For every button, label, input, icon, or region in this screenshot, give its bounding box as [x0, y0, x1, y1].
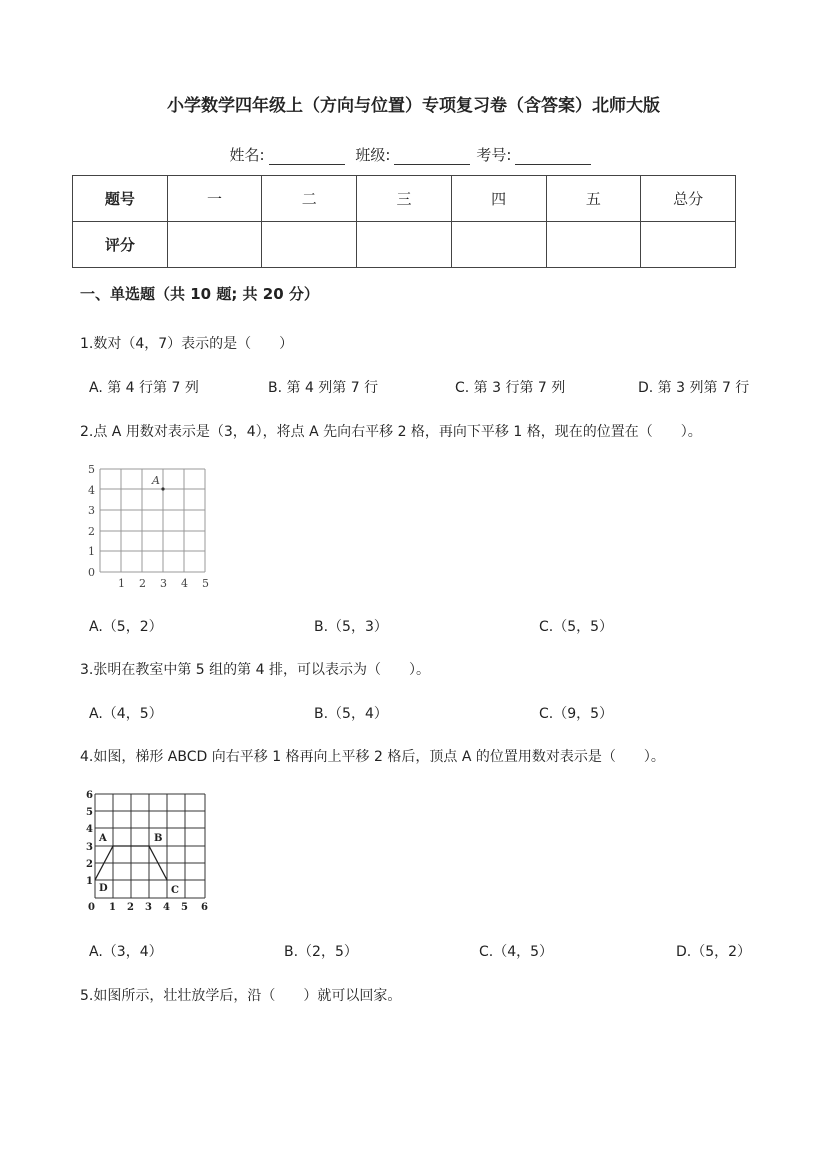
y-tick-label: 4 — [88, 484, 95, 497]
class-field[interactable] — [394, 150, 470, 165]
exam-number-field[interactable] — [515, 150, 591, 165]
y-tick-label: 4 — [86, 824, 93, 835]
section-heading: 一、单选题（共 10 题; 共 20 分） — [80, 285, 319, 303]
question-4-stem: 4.如图，梯形 ABCD 向右平移 1 格再向上平移 2 格后，顶点 A 的位置用数对表示是（ ）。 — [80, 749, 665, 765]
class-label: 班级: — [355, 146, 391, 164]
table-header-cell: 总分 — [641, 176, 736, 222]
question-4-option-a[interactable]: A.（3，4） — [89, 944, 163, 960]
vertex-c-label: C — [171, 885, 179, 896]
vertex-b-label: B — [154, 833, 163, 844]
x-tick-label: 2 — [127, 902, 134, 913]
table-header-cell: 二 — [262, 176, 357, 222]
y-tick-label: 3 — [86, 842, 93, 853]
table-header-cell: 一 — [167, 176, 262, 222]
y-tick-label: 2 — [86, 859, 93, 870]
x-tick-label: 0 — [88, 902, 95, 913]
score-cell[interactable] — [262, 222, 357, 268]
y-tick-label: 2 — [88, 525, 95, 538]
question-1-option-c[interactable]: C. 第 3 行第 7 列 — [455, 380, 566, 396]
question-1-option-a[interactable]: A. 第 4 行第 7 列 — [89, 380, 199, 396]
question-2-option-c[interactable]: C.（5，5） — [539, 619, 614, 635]
question-2-option-a[interactable]: A.（5，2） — [89, 619, 163, 635]
y-tick-label: 0 — [88, 566, 95, 579]
point-a-label: A — [152, 474, 160, 487]
table-row — [73, 176, 736, 222]
question-4-trapezoid-figure — [84, 786, 214, 914]
x-tick-label: 3 — [160, 577, 167, 590]
question-3-option-b[interactable]: B.（5，4） — [314, 706, 388, 722]
table-header-cell: 四 — [451, 176, 546, 222]
score-cell[interactable] — [451, 222, 546, 268]
table-row — [73, 222, 736, 268]
exam-number-label: 考号: — [476, 146, 512, 164]
y-tick-label: 6 — [86, 790, 93, 801]
y-tick-label: 5 — [88, 463, 95, 476]
grid-lines — [95, 794, 205, 898]
question-3-stem: 3.张明在教室中第 5 组的第 4 排，可以表示为（ ）。 — [80, 662, 430, 678]
x-tick-label: 4 — [163, 902, 170, 913]
score-cell[interactable] — [357, 222, 452, 268]
question-4-option-d[interactable]: D.（5，2） — [676, 944, 752, 960]
question-1-option-b[interactable]: B. 第 4 列第 7 行 — [268, 380, 379, 396]
name-label: 姓名: — [229, 146, 265, 164]
question-3-option-a[interactable]: A.（4，5） — [89, 706, 163, 722]
x-tick-label: 2 — [139, 577, 146, 590]
x-tick-label: 3 — [145, 902, 152, 913]
x-tick-label: 4 — [181, 577, 188, 590]
question-5-stem: 5.如图所示，壮壮放学后，沿（ ）就可以回家。 — [80, 988, 402, 1004]
y-tick-label: 3 — [88, 504, 95, 517]
question-3-option-c[interactable]: C.（9，5） — [539, 706, 614, 722]
question-2-option-b[interactable]: B.（5，3） — [314, 619, 388, 635]
student-info — [0, 144, 827, 165]
score-cell[interactable] — [167, 222, 262, 268]
x-tick-label: 5 — [181, 902, 188, 913]
x-tick-label: 5 — [202, 577, 209, 590]
table-header-cell: 三 — [357, 176, 452, 222]
name-field[interactable] — [269, 150, 345, 165]
x-tick-label: 6 — [201, 902, 208, 913]
page-title: 小学数学四年级上（方向与位置）专项复习卷（含答案）北师大版 — [167, 96, 660, 116]
score-row-label: 评分 — [73, 222, 168, 268]
question-4-option-c[interactable]: C.（4，5） — [479, 944, 554, 960]
table-header-cell: 五 — [546, 176, 641, 222]
vertex-a-label: A — [99, 833, 107, 844]
y-tick-label: 1 — [86, 876, 93, 887]
x-tick-label: 1 — [118, 577, 125, 590]
question-1-stem: 1.数对（4，7）表示的是（ ） — [80, 336, 294, 352]
score-table — [72, 175, 736, 268]
question-2-stem: 2.点 A 用数对表示是（3，4），将点 A 先向右平移 2 格，再向下平移 1 格，现在的位置在（ ）。 — [80, 424, 702, 440]
question-4-option-b[interactable]: B.（2，5） — [284, 944, 358, 960]
table-header-cell: 题号 — [73, 176, 168, 222]
y-tick-label: 5 — [86, 807, 93, 818]
score-cell[interactable] — [546, 222, 641, 268]
question-2-grid-figure — [80, 460, 215, 592]
vertex-d-label: D — [99, 883, 108, 894]
question-1-option-d[interactable]: D. 第 3 列第 7 行 — [638, 380, 750, 396]
point-a-marker — [161, 487, 164, 490]
x-tick-label: 1 — [109, 902, 116, 913]
y-tick-label: 1 — [88, 545, 95, 558]
score-cell[interactable] — [641, 222, 736, 268]
